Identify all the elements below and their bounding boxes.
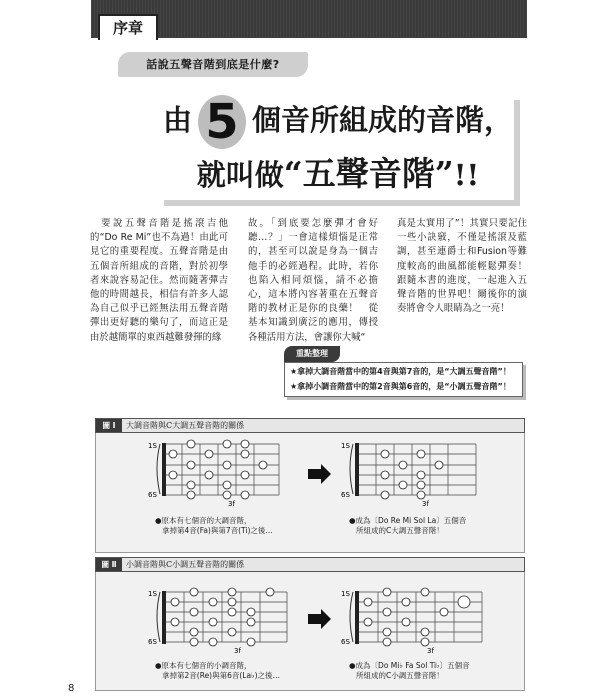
string-6-label: 6S — [148, 491, 157, 499]
page-number: 8 — [68, 683, 75, 694]
figure-1-caption-right: ●成為〔Do Re Mi Sol La〕五個音 所組成的C大調五聲音階！ — [349, 516, 467, 535]
bracket-icon — [350, 444, 353, 494]
title-line2-suffix: !! — [453, 158, 480, 192]
title-highlight: “五聲音階” — [283, 154, 454, 193]
fret-label: 3f — [422, 500, 429, 508]
fret-label: 3f — [427, 647, 434, 655]
figure-2-caption-right: ●成為〔Do Mi♭ Fa Sol Ti♭〕五個音 所組成的C小調五聲音階！ — [349, 661, 470, 680]
key-point-item: ★拿掉大調音階當中的第4音與第7音的，是“大調五聲音階”！ — [290, 367, 511, 376]
nut — [355, 443, 359, 496]
subtitle-banner: 話說五聲音階到底是什麼? — [118, 52, 308, 77]
body-column-1: 要說五聲音階是搖滾吉他的“Do Re Mi”也不為過！由此可見它的重要程度。五聲音階是由五個音所組成的音階，對於初學者來說容易記住。然而隨著彈吉他的時間越長，相信有許多人認為自己似乎已經無法用五聲音階彈出更好聽的樂句了，而這正是由於越簡單的東西越難發揮的緣 — [90, 218, 228, 343]
figure-1-caption-left: ●原本有七個音的大調音階， 拿掉第4音(Fa)與第7音(Ti)之後… — [155, 516, 273, 535]
nut — [162, 443, 166, 496]
fret-label: 3f — [234, 647, 241, 655]
bracket-icon — [350, 592, 353, 642]
string-1-label: 1S — [148, 590, 157, 598]
figure-2-right-fretboard — [341, 588, 482, 655]
arrow-right-icon — [308, 464, 331, 484]
arrow-right-icon — [308, 609, 331, 629]
string-1-label: 1S — [341, 590, 350, 598]
title-line2-prefix: 就叫做 — [196, 158, 284, 192]
figure-1-left-fretboard — [148, 440, 279, 508]
bracket-icon — [157, 444, 160, 494]
string-1-label: 1S — [148, 442, 157, 450]
body-column-3: 真是太實用了”！其實只要記住一些小訣竅，不僅是搖滾及藍調，甚至連爵士和Fusion等難度較高的曲風都能輕鬆彈奏！跟隨本書的進度，一起進入五聲音階的世界吧！爾後你的演奏將會令人眼睛為之一亮！ — [397, 218, 527, 315]
fret-label: 3f — [228, 500, 235, 508]
bracket-icon — [157, 592, 160, 642]
figure-2-number: 圖 Ⅱ — [96, 558, 122, 571]
nut — [162, 591, 166, 644]
key-points-label: 重點整理 — [284, 346, 340, 362]
string-6-label: 6S — [148, 638, 157, 646]
figure-1-title: 大調音階與C大調五聲音階的關係 — [126, 421, 245, 430]
string-6-label: 6S — [341, 638, 350, 646]
figure-2-left-fretboard — [148, 588, 287, 655]
string-1-label: 1S — [341, 442, 350, 450]
figure-2-caption-left: ●原本有七個音的小調音階， 拿掉第2音(Re)與第6音(La♭)之後… — [155, 661, 281, 680]
nut — [355, 591, 359, 644]
body-column-2: 故。「到底要怎麼彈才會好聽…？」一會這樣煩惱是正常的，甚至可以說是身為一個吉他手的必經過程。此時，若你也陷入相同煩惱，請不必擔心，這本將內容著重在五聲音階的教材正是你的良藥！ 從基本知識到廣泛的應用，傳授各種活用方法，會讓你大喊“ — [248, 218, 378, 343]
title-prefix: 由 — [162, 103, 192, 137]
key-point-item: ★拿掉小調音階當中的第2音與第6音的，是“小調五聲音階”！ — [290, 382, 511, 391]
string-6-label: 6S — [341, 491, 350, 499]
figure-2-title: 小調音階與C小調五聲音階的關係 — [126, 560, 245, 569]
figure-1-right-fretboard — [341, 442, 476, 508]
section-tab: 序章 — [98, 14, 158, 40]
title-suffix: 個音所組成的音階， — [252, 103, 514, 137]
figure-1-number: 圖 Ⅰ — [96, 419, 122, 432]
title-number-five: 5 — [198, 95, 246, 149]
